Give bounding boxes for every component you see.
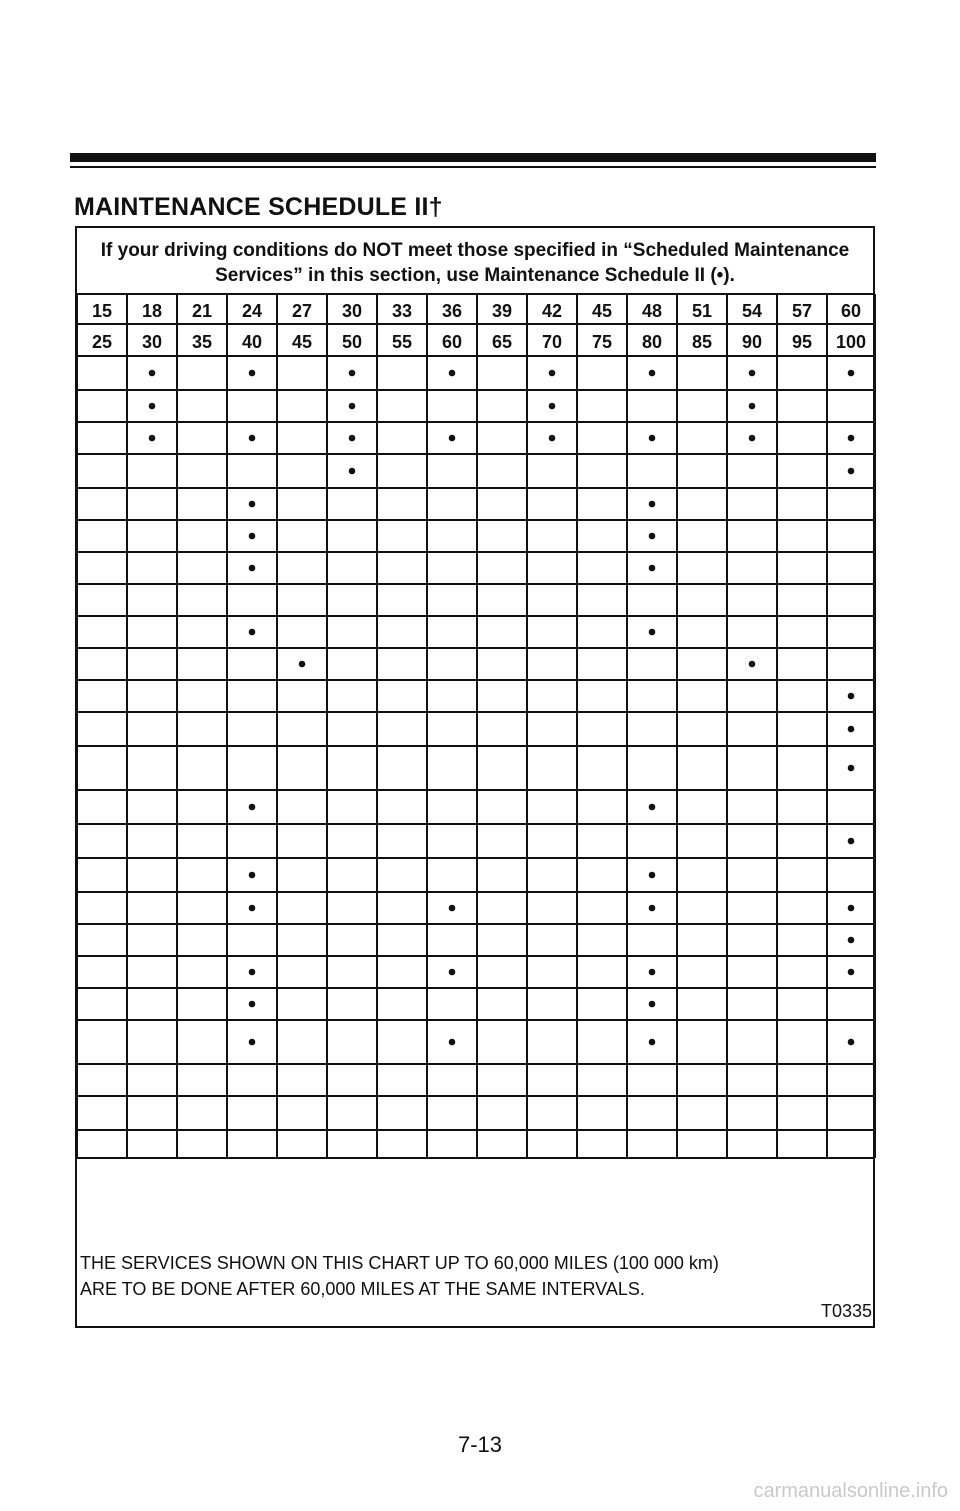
km-header-cell: 75 <box>591 332 613 352</box>
km-header-cell: 90 <box>741 332 763 352</box>
service-bullet <box>249 533 256 540</box>
watermark: carmanualsonline.info <box>753 1480 948 1502</box>
service-bullet <box>649 804 656 811</box>
miles-header-cell: 33 <box>391 301 413 321</box>
service-bullet <box>349 468 356 475</box>
service-bullet <box>649 1039 656 1046</box>
service-bullet <box>249 804 256 811</box>
service-bullet <box>848 726 855 733</box>
km-header-cell: 50 <box>341 332 363 352</box>
service-bullet <box>848 937 855 944</box>
service-bullet <box>848 905 855 912</box>
service-bullet <box>649 1001 656 1008</box>
service-bullet <box>249 565 256 572</box>
miles-header-cell: 42 <box>541 301 563 321</box>
service-bullet <box>249 1001 256 1008</box>
service-bullet <box>848 1039 855 1046</box>
service-bullet <box>649 435 656 442</box>
km-header-cell: 80 <box>641 332 663 352</box>
service-bullet <box>549 403 556 410</box>
service-bullet <box>749 435 756 442</box>
service-bullet <box>649 370 656 377</box>
miles-header-cell: 57 <box>791 301 813 321</box>
table-code: T0335 <box>820 1301 872 1321</box>
service-bullet <box>449 969 456 976</box>
miles-header-cell: 18 <box>141 301 163 321</box>
service-bullet <box>649 533 656 540</box>
miles-header-cell: 27 <box>291 301 313 321</box>
km-header-cell: 60 <box>441 332 463 352</box>
km-header-cell: 40 <box>241 332 263 352</box>
service-bullet <box>649 905 656 912</box>
service-bullet <box>149 435 156 442</box>
service-bullet <box>549 370 556 377</box>
service-bullet <box>649 501 656 508</box>
page-number: 7-13 <box>457 1432 503 1457</box>
miles-header-cell: 51 <box>691 301 713 321</box>
service-bullet <box>349 403 356 410</box>
km-header-cell: 30 <box>141 332 163 352</box>
service-bullet <box>449 1039 456 1046</box>
intro-text: If your driving conditions do NOT meet those specified in “Scheduled Maintenance Services” in this section, use Maintenance Schedule II (•). <box>100 240 850 286</box>
service-bullet <box>449 435 456 442</box>
service-bullet <box>649 872 656 879</box>
service-bullet <box>449 370 456 377</box>
service-bullet <box>649 565 656 572</box>
service-bullet <box>549 435 556 442</box>
service-bullet <box>749 370 756 377</box>
km-header-cell: 100 <box>835 332 867 352</box>
service-bullet <box>249 872 256 879</box>
km-header-cell: 55 <box>391 332 413 352</box>
km-header-cell: 45 <box>291 332 313 352</box>
service-bullet <box>249 435 256 442</box>
service-bullet <box>249 501 256 508</box>
service-bullet <box>149 370 156 377</box>
miles-header-cell: 48 <box>641 301 663 321</box>
miles-header-cell: 45 <box>591 301 613 321</box>
service-bullet <box>848 838 855 845</box>
service-bullet <box>149 403 156 410</box>
service-bullet <box>249 905 256 912</box>
page-title: MAINTENANCE SCHEDULE II† <box>74 193 443 221</box>
service-bullet <box>249 1039 256 1046</box>
km-header-cell: 35 <box>191 332 213 352</box>
miles-header-cell: 36 <box>441 301 463 321</box>
service-bullet <box>249 969 256 976</box>
service-bullet <box>349 435 356 442</box>
miles-header-cell: 15 <box>91 301 113 321</box>
service-bullet <box>848 765 855 772</box>
miles-header-cell: 21 <box>191 301 213 321</box>
service-bullet <box>848 435 855 442</box>
service-bullet <box>848 370 855 377</box>
miles-header-cell: 30 <box>341 301 363 321</box>
service-bullet <box>299 661 306 668</box>
service-bullet <box>649 629 656 636</box>
miles-header-cell: 24 <box>241 301 263 321</box>
service-bullet <box>848 693 855 700</box>
service-bullet <box>848 468 855 475</box>
service-bullet <box>249 629 256 636</box>
service-bullet <box>449 905 456 912</box>
service-bullet <box>749 661 756 668</box>
km-header-cell: 85 <box>691 332 713 352</box>
service-bullet <box>848 969 855 976</box>
km-header-cell: 25 <box>91 332 113 352</box>
service-bullet <box>749 403 756 410</box>
service-bullet <box>349 370 356 377</box>
km-header-cell: 70 <box>541 332 563 352</box>
km-header-cell: 95 <box>791 332 813 352</box>
service-bullet <box>649 969 656 976</box>
miles-header-cell: 60 <box>840 301 862 321</box>
service-bullet <box>249 370 256 377</box>
km-header-cell: 65 <box>491 332 513 352</box>
miles-header-cell: 54 <box>741 301 763 321</box>
footnote: THE SERVICES SHOWN ON THIS CHART UP TO 60,000 MILES (100 000 km) ARE TO BE DONE AFTER 60,000 MILES AT THE SAME INTERVALS. <box>80 1253 719 1299</box>
miles-header-cell: 39 <box>491 301 513 321</box>
